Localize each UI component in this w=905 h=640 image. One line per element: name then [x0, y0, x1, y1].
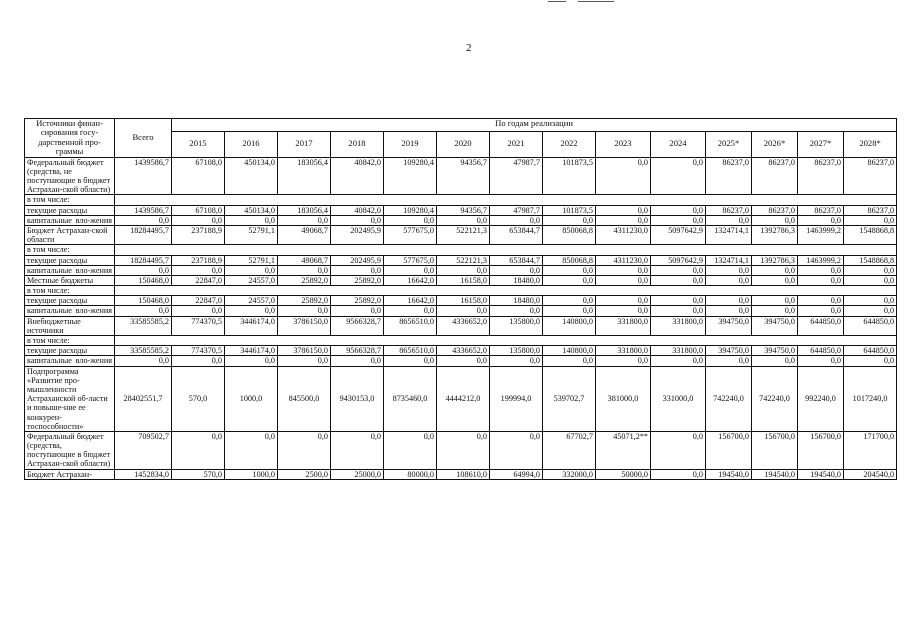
value-cell: 644850,0 [798, 346, 844, 356]
scan-mark [548, 1, 566, 2]
value-cell: 0,0 [384, 265, 437, 275]
value-cell: 577675,0 [384, 255, 437, 265]
value-cell: 3786150,0 [278, 346, 331, 356]
total-cell: 0,0 [115, 265, 172, 275]
value-cell: 570,0 [172, 469, 225, 479]
row-label: в том числе: [25, 336, 115, 346]
value-cell: 194540,0 [752, 469, 798, 479]
value-cell: 47987,7 [490, 157, 543, 195]
total-column-header: Всего [115, 119, 172, 158]
row-label: капитальные вло-жения [25, 306, 115, 316]
value-cell: 0,0 [225, 356, 278, 366]
value-cell: 0,0 [706, 215, 752, 225]
scan-mark [578, 1, 614, 2]
year-header: 2018 [331, 131, 384, 157]
table-row [25, 255, 897, 265]
budget-table [24, 118, 897, 480]
value-cell: 0,0 [225, 215, 278, 225]
value-cell: 0,0 [490, 306, 543, 316]
row-label: в том числе: [25, 195, 115, 205]
value-cell: 644850,0 [798, 316, 844, 335]
value-cell: 45071,2** [596, 431, 651, 469]
value-cell: 0,0 [331, 215, 384, 225]
value-cell: 171700,0 [844, 431, 897, 469]
value-cell: 0,0 [752, 215, 798, 225]
value-cell: 0,0 [651, 205, 706, 215]
year-header: 2022 [543, 131, 596, 157]
value-cell: 40842,0 [331, 157, 384, 195]
value-cell: 1463999,2 [798, 225, 844, 244]
value-cell: 0,0 [798, 306, 844, 316]
row-label: в том числе: [25, 286, 115, 296]
value-cell: 22847,0 [172, 275, 225, 285]
value-cell: 67108,0 [172, 157, 225, 195]
value-cell: 742240,0 [752, 366, 798, 431]
value-cell: 16642,0 [384, 296, 437, 306]
value-cell: 1324714,1 [706, 225, 752, 244]
value-cell: 24557,0 [225, 275, 278, 285]
value-cell: 331000,0 [651, 366, 706, 431]
subheader-row [25, 286, 897, 296]
total-cell: 18284495,7 [115, 225, 172, 244]
year-header: 2025* [706, 131, 752, 157]
value-cell: 183056,4 [278, 205, 331, 215]
subheader-row [25, 245, 897, 255]
year-header: 2024 [651, 131, 706, 157]
value-cell: 394750,0 [706, 316, 752, 335]
value-cell: 0,0 [844, 265, 897, 275]
value-cell: 18480,0 [490, 296, 543, 306]
value-cell: 0,0 [844, 275, 897, 285]
row-label: текущие расходы [25, 255, 115, 265]
row-label: капитальные вло-жения [25, 356, 115, 366]
row-label: Бюджет Астрахан- [25, 469, 115, 479]
total-cell: 150468,0 [115, 296, 172, 306]
empty-cell [115, 245, 897, 255]
value-cell: 1000,0 [225, 366, 278, 431]
value-cell: 522121,3 [437, 255, 490, 265]
value-cell: 850068,8 [543, 255, 596, 265]
value-cell: 86237,0 [844, 205, 897, 215]
empty-cell [115, 195, 897, 205]
value-cell: 0,0 [706, 306, 752, 316]
year-header: 2016 [225, 131, 278, 157]
value-cell: 0,0 [596, 205, 651, 215]
row-label: Бюджет Астрахан-ской области [25, 225, 115, 244]
value-cell: 0,0 [706, 296, 752, 306]
value-cell: 774370,5 [172, 346, 225, 356]
value-cell: 156700,0 [752, 431, 798, 469]
value-cell: 0,0 [490, 265, 543, 275]
value-cell: 0,0 [844, 306, 897, 316]
table-row [25, 366, 897, 431]
value-cell: 1324714,1 [706, 255, 752, 265]
value-cell: 237188,9 [172, 225, 225, 244]
subheader-row [25, 195, 897, 205]
value-cell: 539702,7 [543, 366, 596, 431]
value-cell: 8656510,0 [384, 346, 437, 356]
value-cell: 0,0 [543, 265, 596, 275]
empty-cell [115, 286, 897, 296]
table-row [25, 157, 897, 195]
value-cell: 86237,0 [706, 205, 752, 215]
value-cell: 2500,0 [278, 469, 331, 479]
value-cell: 86237,0 [752, 205, 798, 215]
value-cell: 450134,0 [225, 205, 278, 215]
value-cell: 0,0 [331, 431, 384, 469]
row-label: Федеральный бюджет (средства, не поступающие в бюджет Астрахан-ской области) [25, 157, 115, 195]
value-cell: 331800,0 [596, 346, 651, 356]
value-cell: 47987,7 [490, 205, 543, 215]
value-cell: 194540,0 [706, 469, 752, 479]
table-row [25, 265, 897, 275]
value-cell: 4336652,0 [437, 346, 490, 356]
table-row [25, 316, 897, 335]
row-label: текущие расходы [25, 346, 115, 356]
table-row [25, 356, 897, 366]
value-cell: 0,0 [798, 265, 844, 275]
value-cell: 108610,0 [437, 469, 490, 479]
value-cell: 0,0 [278, 431, 331, 469]
value-cell: 5097642,9 [651, 255, 706, 265]
value-cell: 0,0 [798, 215, 844, 225]
value-cell: 332000,0 [543, 469, 596, 479]
value-cell: 0,0 [596, 157, 651, 195]
value-cell: 101873,5 [543, 205, 596, 215]
year-header: 2027* [798, 131, 844, 157]
value-cell: 0,0 [752, 296, 798, 306]
value-cell: 16642,0 [384, 275, 437, 285]
value-cell: 67702,7 [543, 431, 596, 469]
value-cell: 1548868,8 [844, 255, 897, 265]
value-cell: 774370,5 [172, 316, 225, 335]
value-cell: 331800,0 [651, 346, 706, 356]
value-cell: 0,0 [543, 356, 596, 366]
value-cell: 9430153,0 [331, 366, 384, 431]
value-cell: 3446174,0 [225, 346, 278, 356]
value-cell: 0,0 [651, 431, 706, 469]
year-header: 2015 [172, 131, 225, 157]
value-cell: 0,0 [543, 215, 596, 225]
table-row [25, 215, 897, 225]
value-cell: 331800,0 [651, 316, 706, 335]
value-cell: 4336652,0 [437, 316, 490, 335]
value-cell: 101873,5 [543, 157, 596, 195]
value-cell: 140800,0 [543, 316, 596, 335]
value-cell: 25892,0 [278, 275, 331, 285]
value-cell: 0,0 [490, 215, 543, 225]
value-cell: 199994,0 [490, 366, 543, 431]
year-header: 2020 [437, 131, 490, 157]
total-cell: 28402551,7 [115, 366, 172, 431]
total-cell: 709502,7 [115, 431, 172, 469]
value-cell: 0,0 [278, 215, 331, 225]
value-cell: 16158,0 [437, 296, 490, 306]
value-cell: 1463999,2 [798, 255, 844, 265]
page-number: 2 [466, 42, 472, 54]
value-cell: 8656510,0 [384, 316, 437, 335]
total-cell: 33585585,2 [115, 346, 172, 356]
value-cell: 0,0 [437, 306, 490, 316]
value-cell: 86237,0 [798, 157, 844, 195]
total-cell: 0,0 [115, 215, 172, 225]
value-cell: 845500,0 [278, 366, 331, 431]
value-cell: 4311230,0 [596, 255, 651, 265]
total-cell: 1439586,7 [115, 157, 172, 195]
total-cell: 150468,0 [115, 275, 172, 285]
value-cell: 0,0 [596, 215, 651, 225]
row-label: текущие расходы [25, 205, 115, 215]
value-cell: 577675,0 [384, 225, 437, 244]
value-cell: 0,0 [543, 296, 596, 306]
value-cell: 0,0 [331, 356, 384, 366]
value-cell: 653844,7 [490, 225, 543, 244]
value-cell: 570,0 [172, 366, 225, 431]
year-header: 2028* [844, 131, 897, 157]
table-row [25, 205, 897, 215]
value-cell: 1017240,0 [844, 366, 897, 431]
value-cell: 394750,0 [752, 346, 798, 356]
value-cell: 0,0 [278, 306, 331, 316]
value-cell: 4311230,0 [596, 225, 651, 244]
value-cell: 18480,0 [490, 275, 543, 285]
value-cell: 0,0 [278, 356, 331, 366]
row-label: Местные бюджеты [25, 275, 115, 285]
value-cell: 0,0 [384, 306, 437, 316]
total-cell: 1439586,7 [115, 205, 172, 215]
value-cell: 0,0 [225, 265, 278, 275]
value-cell: 0,0 [651, 275, 706, 285]
value-cell: 653844,7 [490, 255, 543, 265]
value-cell: 16158,0 [437, 275, 490, 285]
value-cell: 52791,1 [225, 255, 278, 265]
value-cell: 0,0 [172, 431, 225, 469]
value-cell: 0,0 [844, 296, 897, 306]
value-cell: 0,0 [384, 215, 437, 225]
value-cell: 0,0 [706, 356, 752, 366]
value-cell: 0,0 [490, 356, 543, 366]
value-cell: 156700,0 [798, 431, 844, 469]
year-header: 2019 [384, 131, 437, 157]
value-cell: 0,0 [437, 265, 490, 275]
year-header: 2023 [596, 131, 651, 157]
value-cell: 0,0 [651, 157, 706, 195]
value-cell: 0,0 [331, 265, 384, 275]
value-cell: 49068,7 [278, 255, 331, 265]
value-cell: 0,0 [706, 265, 752, 275]
value-cell: 0,0 [490, 431, 543, 469]
year-header: 2026* [752, 131, 798, 157]
value-cell: 25892,0 [331, 275, 384, 285]
value-cell: 86237,0 [706, 157, 752, 195]
value-cell: 3446174,0 [225, 316, 278, 335]
value-cell: 94356,7 [437, 205, 490, 215]
value-cell: 49068,7 [278, 225, 331, 244]
value-cell: 850068,8 [543, 225, 596, 244]
value-cell: 394750,0 [706, 346, 752, 356]
value-cell: 644850,0 [844, 316, 897, 335]
value-cell: 25000,0 [331, 469, 384, 479]
value-cell: 0,0 [844, 215, 897, 225]
value-cell: 1000,0 [225, 469, 278, 479]
value-cell: 0,0 [752, 265, 798, 275]
value-cell: 237188,9 [172, 255, 225, 265]
row-label: Внебюджетные источники [25, 316, 115, 335]
years-group-header: По годам реализации [172, 119, 897, 132]
table-body [25, 157, 897, 479]
value-cell: 0,0 [798, 275, 844, 285]
total-cell: 33585585,2 [115, 316, 172, 335]
year-header: 2021 [490, 131, 543, 157]
value-cell: 0,0 [384, 431, 437, 469]
value-cell: 0,0 [331, 306, 384, 316]
empty-cell [115, 336, 897, 346]
value-cell: 0,0 [752, 306, 798, 316]
table-row [25, 431, 897, 469]
value-cell: 1548868,8 [844, 225, 897, 244]
row-label: капитальные вло-жения [25, 265, 115, 275]
value-cell: 9566328,7 [331, 316, 384, 335]
value-cell: 522121,3 [437, 225, 490, 244]
value-cell: 3786150,0 [278, 316, 331, 335]
value-cell: 0,0 [651, 265, 706, 275]
value-cell: 0,0 [752, 275, 798, 285]
value-cell: 0,0 [651, 296, 706, 306]
value-cell: 0,0 [596, 296, 651, 306]
value-cell: 0,0 [437, 431, 490, 469]
value-cell: 86237,0 [752, 157, 798, 195]
year-header: 2017 [278, 131, 331, 157]
value-cell: 4444212,0 [437, 366, 490, 431]
value-cell: 0,0 [596, 306, 651, 316]
value-cell: 204540,0 [844, 469, 897, 479]
value-cell: 22847,0 [172, 296, 225, 306]
value-cell: 0,0 [225, 306, 278, 316]
row-label: текущие расходы [25, 296, 115, 306]
value-cell: 202495,9 [331, 225, 384, 244]
value-cell: 0,0 [172, 306, 225, 316]
value-cell: 25892,0 [278, 296, 331, 306]
value-cell: 0,0 [651, 356, 706, 366]
value-cell: 5097642,9 [651, 225, 706, 244]
value-cell: 381000,0 [596, 366, 651, 431]
value-cell: 9566328,7 [331, 346, 384, 356]
table-row [25, 306, 897, 316]
table-row [25, 296, 897, 306]
value-cell: 86237,0 [844, 157, 897, 195]
total-cell: 0,0 [115, 306, 172, 316]
row-label: в том числе: [25, 245, 115, 255]
value-cell: 86237,0 [798, 205, 844, 215]
value-cell: 156700,0 [706, 431, 752, 469]
value-cell: 0,0 [752, 356, 798, 366]
total-cell: 1452834,0 [115, 469, 172, 479]
value-cell: 0,0 [596, 275, 651, 285]
total-cell: 18284495,7 [115, 255, 172, 265]
value-cell: 0,0 [437, 356, 490, 366]
value-cell: 0,0 [844, 356, 897, 366]
value-cell: 94356,7 [437, 157, 490, 195]
value-cell: 135800,0 [490, 316, 543, 335]
value-cell: 0,0 [798, 296, 844, 306]
value-cell: 24557,0 [225, 296, 278, 306]
table-row [25, 225, 897, 244]
value-cell: 0,0 [651, 469, 706, 479]
value-cell: 140800,0 [543, 346, 596, 356]
value-cell: 64994,0 [490, 469, 543, 479]
value-cell: 80000,0 [384, 469, 437, 479]
value-cell: 644850,0 [844, 346, 897, 356]
table-row [25, 275, 897, 285]
value-cell: 0,0 [172, 265, 225, 275]
value-cell: 194540,0 [798, 469, 844, 479]
subheader-row [25, 336, 897, 346]
value-cell: 0,0 [384, 356, 437, 366]
value-cell: 183056,4 [278, 157, 331, 195]
value-cell: 25892,0 [331, 296, 384, 306]
value-cell: 109280,4 [384, 205, 437, 215]
value-cell: 0,0 [651, 215, 706, 225]
value-cell: 8735460,0 [384, 366, 437, 431]
value-cell: 0,0 [278, 265, 331, 275]
value-cell: 40842,0 [331, 205, 384, 215]
value-cell: 992240,0 [798, 366, 844, 431]
value-cell: 0,0 [172, 356, 225, 366]
value-cell: 0,0 [543, 306, 596, 316]
value-cell: 0,0 [172, 215, 225, 225]
row-label: Подпрограмма «Развитие про-мышленности Астраханской об-ласти и повыше-ние ее конкурен-тоспособности» [25, 366, 115, 431]
total-cell: 0,0 [115, 356, 172, 366]
table-row [25, 346, 897, 356]
value-cell: 331800,0 [596, 316, 651, 335]
value-cell: 1392786,3 [752, 255, 798, 265]
value-cell: 0,0 [596, 265, 651, 275]
value-cell: 0,0 [651, 306, 706, 316]
row-label: Федеральный бюджет (средства, поступающие в бюджет Астрахан-ской области) [25, 431, 115, 469]
table-row [25, 469, 897, 479]
value-cell: 109280,4 [384, 157, 437, 195]
value-cell: 0,0 [543, 275, 596, 285]
value-cell: 0,0 [596, 356, 651, 366]
value-cell: 202495,9 [331, 255, 384, 265]
source-column-header: Источники финан-сирования госу-дарственной про-граммы [25, 119, 115, 158]
value-cell: 0,0 [437, 215, 490, 225]
value-cell: 52791,1 [225, 225, 278, 244]
value-cell: 450134,0 [225, 157, 278, 195]
value-cell: 0,0 [706, 275, 752, 285]
value-cell: 1392786,3 [752, 225, 798, 244]
value-cell: 0,0 [798, 356, 844, 366]
value-cell: 67108,0 [172, 205, 225, 215]
value-cell: 50000,0 [596, 469, 651, 479]
row-label: капитальные вло-жения [25, 215, 115, 225]
table-header-row [25, 119, 897, 132]
value-cell: 742240,0 [706, 366, 752, 431]
value-cell: 135800,0 [490, 346, 543, 356]
value-cell: 0,0 [225, 431, 278, 469]
value-cell: 394750,0 [752, 316, 798, 335]
